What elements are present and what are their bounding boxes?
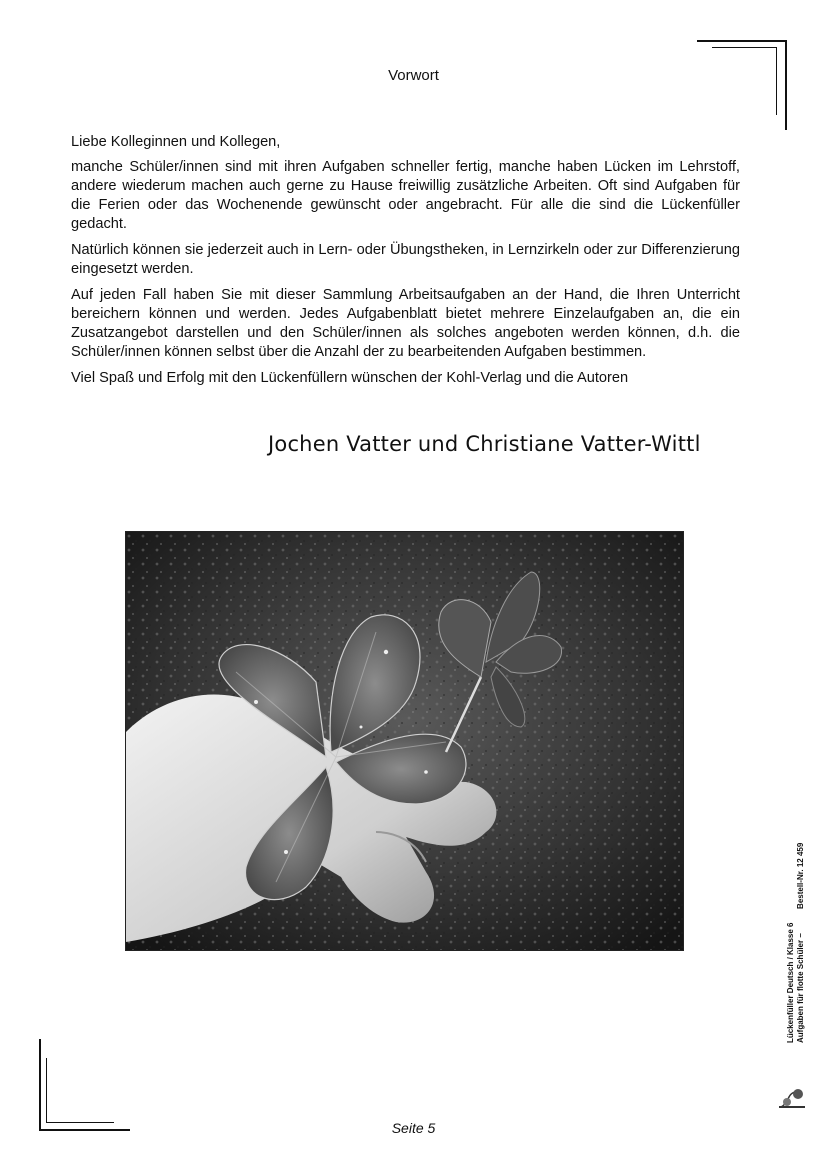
paragraph-4: Viel Spaß und Erfolg mit den Lückenfüllern wünschen der Kohl-Verlag und die Autoren (71, 370, 629, 386)
page-title: Vorwort (388, 67, 439, 84)
paragraph-1: manche Schüler/innen sind mit ihren Aufgaben schneller fertig, manche haben Lücken im Lehrstoff, andere wiederum machen auch gerne zu Hause freiwillig zusätzliche Arbeiten. Oft sind Aufgaben für die Ferien oder das Wochenende gewünscht oder angebracht. Für alle die sind die Lückenfüller gedacht. (71, 159, 740, 232)
foreword-body (71, 133, 740, 395)
clover-photo (125, 531, 684, 951)
side-series-subtitle: Aufgaben für flotte Schüler (796, 939, 805, 1043)
page-number: Seite 5 (391, 1120, 436, 1136)
corner-ornament-bottom-left-inner (46, 1058, 114, 1123)
side-publication-info (786, 843, 806, 1043)
side-order-number: Bestell-Nr. 12 459 (796, 842, 805, 909)
side-separator: – (796, 933, 805, 938)
author-signature: Jochen Vatter und Christiane Vatter-Wittl (268, 432, 701, 456)
side-subtitle-row (796, 843, 806, 1043)
greeting-paragraph: Liebe Kolleginnen und Kollegen, (71, 134, 281, 150)
side-series-title: Lückenfüller Deutsch / Klasse 6 (786, 922, 795, 1043)
publisher-logo-icon (779, 1087, 805, 1109)
paragraph-3: Auf jeden Fall haben Sie mit dieser Sammlung Arbeitsaufgaben an der Hand, die Ihren Unterricht bereichern können und werden. Jedes Aufgabenblatt bietet mehrere Einzelaufgaben an, die ein Zusatzangebot darstellen und den Schüler/innen als solches angeboten werden können, d.h. die Schüler/innen können selbst über die Anzahl der zu bearbeitenden Aufgaben bestimmen. (71, 287, 740, 360)
clover-photo-graphic (126, 532, 683, 950)
paragraph-2: Natürlich können sie jederzeit auch in Lern- oder Übungstheken, in Lernzirkeln oder zur Differenzierung eingesetzt werden. (71, 242, 740, 277)
